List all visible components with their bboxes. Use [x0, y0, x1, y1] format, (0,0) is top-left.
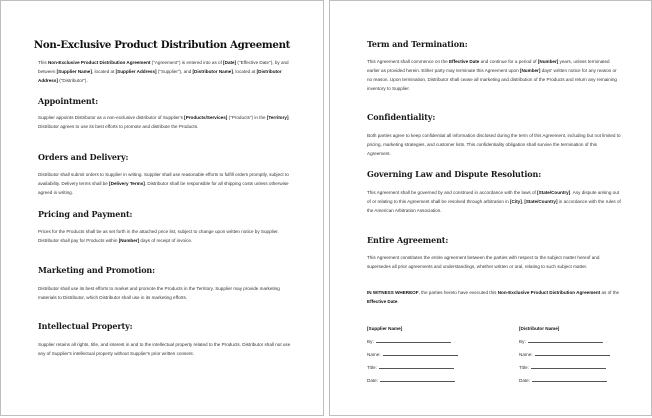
section-heading-confidentiality: Confidentiality:: [367, 112, 436, 122]
signature-party-name: [Distributor Name]: [519, 326, 560, 331]
placeholder-term: [City]: [510, 199, 522, 204]
section-body-term: This Agreement shall commence on the Effective Date and continue for a period of [Number] years, unless terminated earlier as provided herein. Either party may terminate this Agreement upon [Number] days' written notice for any reason or no reason. Upon termination, Distributor shall cease all marketing and distribution of the Products and return any remaining inventory to Supplier.: [367, 59, 617, 91]
section-heading-pricing: Pricing and Payment:: [38, 209, 133, 219]
document-page-1: [0, 0, 324, 416]
section-body-governing-law: This Agreement shall be governed by and construed in accordance with the laws of [State/Country]. Any dispute arising out of or relating to this Agreement shall be resolved through arbitration in [City], [State/Country] in accordance with the rules of the American Arbitration Association.: [367, 190, 621, 213]
document-page-2: [329, 0, 652, 416]
section-heading-governing-law: Governing Law and Dispute Resolution:: [367, 169, 542, 179]
placeholder-term: [Date]: [223, 60, 237, 65]
placeholder-term: Non-Exclusive Product Distribution Agreement: [497, 290, 601, 295]
placeholder-term: [Number]: [519, 68, 541, 73]
section-heading-term: Term and Termination:: [367, 39, 468, 49]
placeholder-term: Effective Date: [367, 299, 398, 304]
signature-field-date: Date:: [519, 374, 610, 387]
section-heading-orders: Orders and Delivery:: [38, 152, 129, 162]
signature-field-by: By:: [519, 335, 610, 348]
placeholder-term: [Territory]: [266, 115, 289, 120]
placeholder-term: [Supplier Name]: [56, 69, 92, 74]
signature-field-name: Name:: [519, 348, 610, 361]
section-body-marketing: Distributor shall use its best efforts to market and promote the Products in the Territory. Supplier may provide marketing materials to Distributor, which Distributor shall use in its marketing efforts.: [38, 286, 280, 300]
placeholder-term: [Distributor Address]: [38, 69, 282, 83]
signature-field-title: Title:: [519, 361, 610, 374]
placeholder-term: [Number]: [118, 238, 140, 243]
section-heading-appointment: Appointment:: [38, 96, 99, 106]
signature-field-date: Date:: [367, 374, 458, 387]
placeholder-term: [Distributor Name]: [192, 69, 233, 74]
witness-paragraph: IN WITNESS WHEREOF, the parties hereto have executed this Non-Exclusive Product Distribution Agreement as of the Effective Date.: [367, 290, 620, 304]
section-heading-entire-agreement: Entire Agreement:: [367, 235, 449, 245]
signature-block-distributor: [519, 322, 610, 387]
signature-field-title: Title:: [367, 361, 458, 374]
signature-field-by: By:: [367, 335, 458, 348]
placeholder-term: [State/Country]: [537, 190, 571, 195]
placeholder-term: [State/Country]: [524, 199, 558, 204]
placeholder-term: Non-Exclusive Product Distribution Agreement: [47, 60, 151, 65]
placeholder-term: Effective Date: [448, 59, 480, 64]
section-body-confidentiality: Both parties agree to keep confidential all information disclosed during the term of this Agreement, including but not limited to pricing, marketing strategies, and customer lists. This confidentiality obligation shall survive the termination of this Agreement.: [367, 133, 621, 156]
section-body-entire-agreement: This Agreement constitutes the entire agreement between the parties with respect to the subject matter hereof and supersedes all prior agreements and understandings, whether written or oral, relating to such subject matter.: [367, 255, 600, 269]
placeholder-term: IN WITNESS WHEREOF: [367, 290, 419, 295]
section-body-orders: Distributor shall submit orders to Supplier in writing. Supplier shall use reasonable efforts to fulfill orders promptly, subject to availability. Delivery terms shall be [Delivery Terms]. Distributor shall be responsible for all shipping costs unless otherwise agreed in writing.: [38, 172, 289, 195]
section-body-ip: Supplier retains all rights, title, and interest in and to the intellectual property related to the Products. Distributor shall not use any of Supplier's intellectual property without Supplier's prior written consent.: [38, 342, 291, 356]
intro-paragraph: This Non-Exclusive Product Distribution Agreement ("Agreement") is entered into as of [Date] ("Effective Date"), by and between [Supplier Name], located at [Supplier Address] ("Supplier"), and [Distributor Name], located at [Distributor Address] ("Distributor").: [38, 60, 289, 83]
placeholder-term: [Number]: [537, 59, 559, 64]
section-body-pricing: Prices for the Products shall be as set forth in the attached price list, subject to change upon written notice by Supplier. Distributor shall pay for Products within [Number] days of receipt of invoice.: [38, 229, 279, 243]
signature-block-supplier: [367, 322, 458, 387]
signature-field-name: Name:: [367, 348, 458, 361]
placeholder-term: [Delivery Terms]: [109, 181, 145, 186]
placeholder-term: [Products/Services]: [184, 115, 228, 120]
section-heading-marketing: Marketing and Promotion:: [38, 265, 156, 275]
signature-party-name: [Supplier Name]: [367, 326, 403, 331]
document-title: Non-Exclusive Product Distribution Agreement: [33, 39, 291, 51]
placeholder-term: [Supplier Address]: [115, 69, 157, 74]
section-body-appointment: Supplier appoints Distributor as a non-exclusive distributor of Supplier's [Products/Services] ("Products") in the [Territory]. Distributor agrees to use its best efforts to promote and distribute the Products.: [38, 115, 290, 129]
section-heading-ip: Intellectual Property:: [38, 321, 133, 331]
